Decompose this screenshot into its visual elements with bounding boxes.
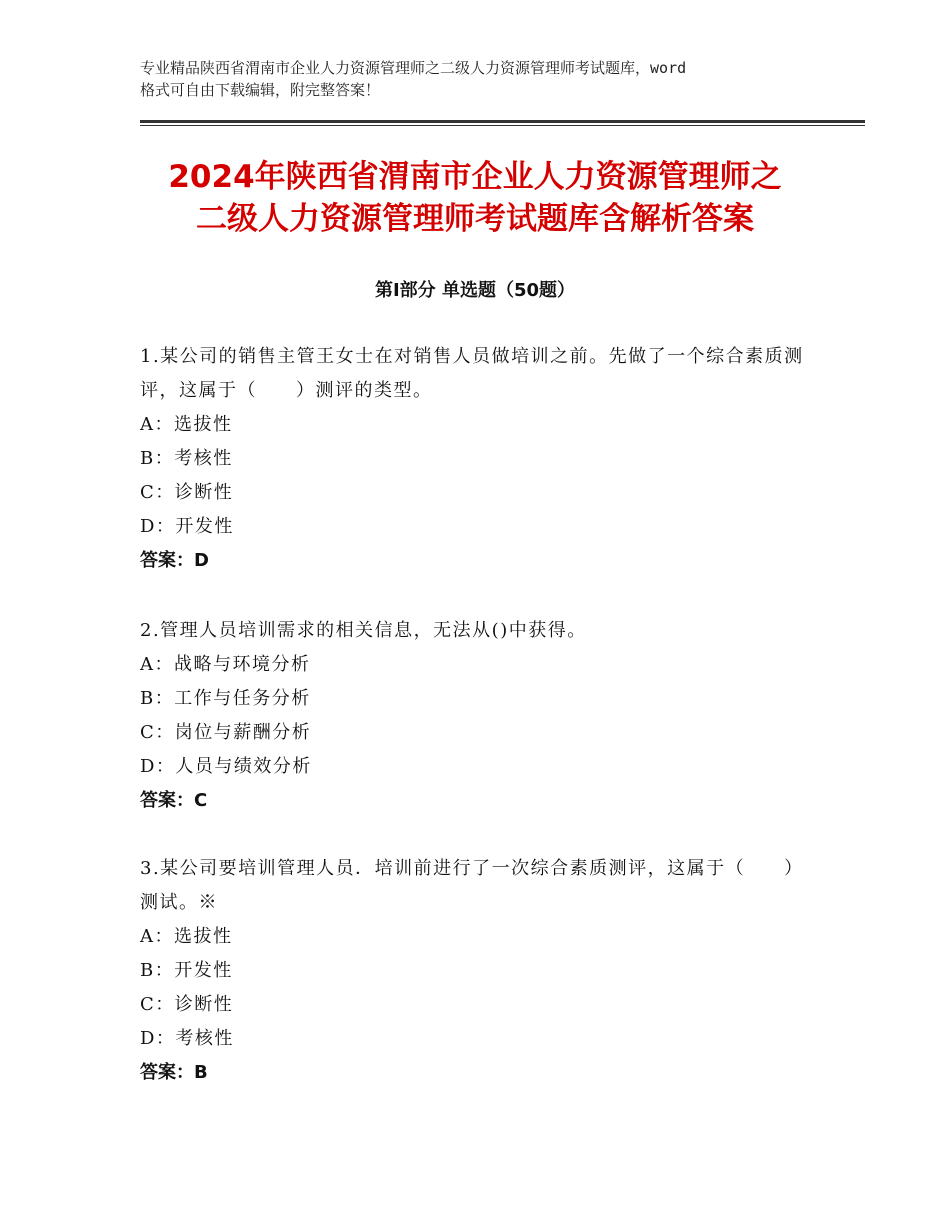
option-a: A：战略与环境分析 bbox=[140, 654, 311, 675]
option-c: C：岗位与薪酬分析 bbox=[140, 722, 312, 743]
option-d: D：人员与绩效分析 bbox=[140, 756, 312, 777]
header-divider-thick bbox=[140, 120, 865, 123]
option-d: D：考核性 bbox=[140, 1028, 234, 1049]
question-stem: 1.某公司的销售主管王女士在对销售人员做培训之前。先做了一个综合素质测评，这属于（ ）测评的类型。 bbox=[140, 346, 804, 401]
header-note bbox=[140, 57, 830, 101]
option-d: D：开发性 bbox=[140, 516, 234, 537]
question-2 bbox=[140, 614, 820, 818]
option-c: C：诊断性 bbox=[140, 994, 234, 1015]
question-stem: 2.管理人员培训需求的相关信息，无法从()中获得。 bbox=[140, 620, 587, 641]
option-b: B：工作与任务分析 bbox=[140, 688, 311, 709]
document-title bbox=[60, 156, 890, 240]
question-stem: 3.某公司要培训管理人员．培训前进行了一次综合素质测评，这属于（ ）测试。※ bbox=[140, 858, 804, 913]
header-note-line-1: 专业精品陕西省渭南市企业人力资源管理师之二级人力资源管理师考试题库，word bbox=[140, 59, 687, 77]
document-title-line-1: 2024年陕西省渭南市企业人力资源管理师之 bbox=[168, 159, 782, 195]
question-3 bbox=[140, 852, 820, 1090]
option-b: B：考核性 bbox=[140, 448, 233, 469]
header-divider-thin bbox=[140, 125, 865, 126]
section-heading: 第Ⅰ部分 单选题（50题） bbox=[374, 280, 575, 301]
answer: 答案：D bbox=[140, 550, 209, 571]
document-title-line-2: 二级人力资源管理师考试题库含解析答案 bbox=[196, 201, 754, 237]
question-1 bbox=[140, 340, 820, 578]
option-a: A：选拔性 bbox=[140, 414, 233, 435]
answer: 答案：C bbox=[140, 790, 208, 811]
option-b: B：开发性 bbox=[140, 960, 233, 981]
answer: 答案：B bbox=[140, 1062, 208, 1083]
header-note-line-2: 格式可自由下载编辑，附完整答案！ bbox=[140, 81, 381, 99]
option-c: C：诊断性 bbox=[140, 482, 234, 503]
option-a: A：选拔性 bbox=[140, 926, 233, 947]
